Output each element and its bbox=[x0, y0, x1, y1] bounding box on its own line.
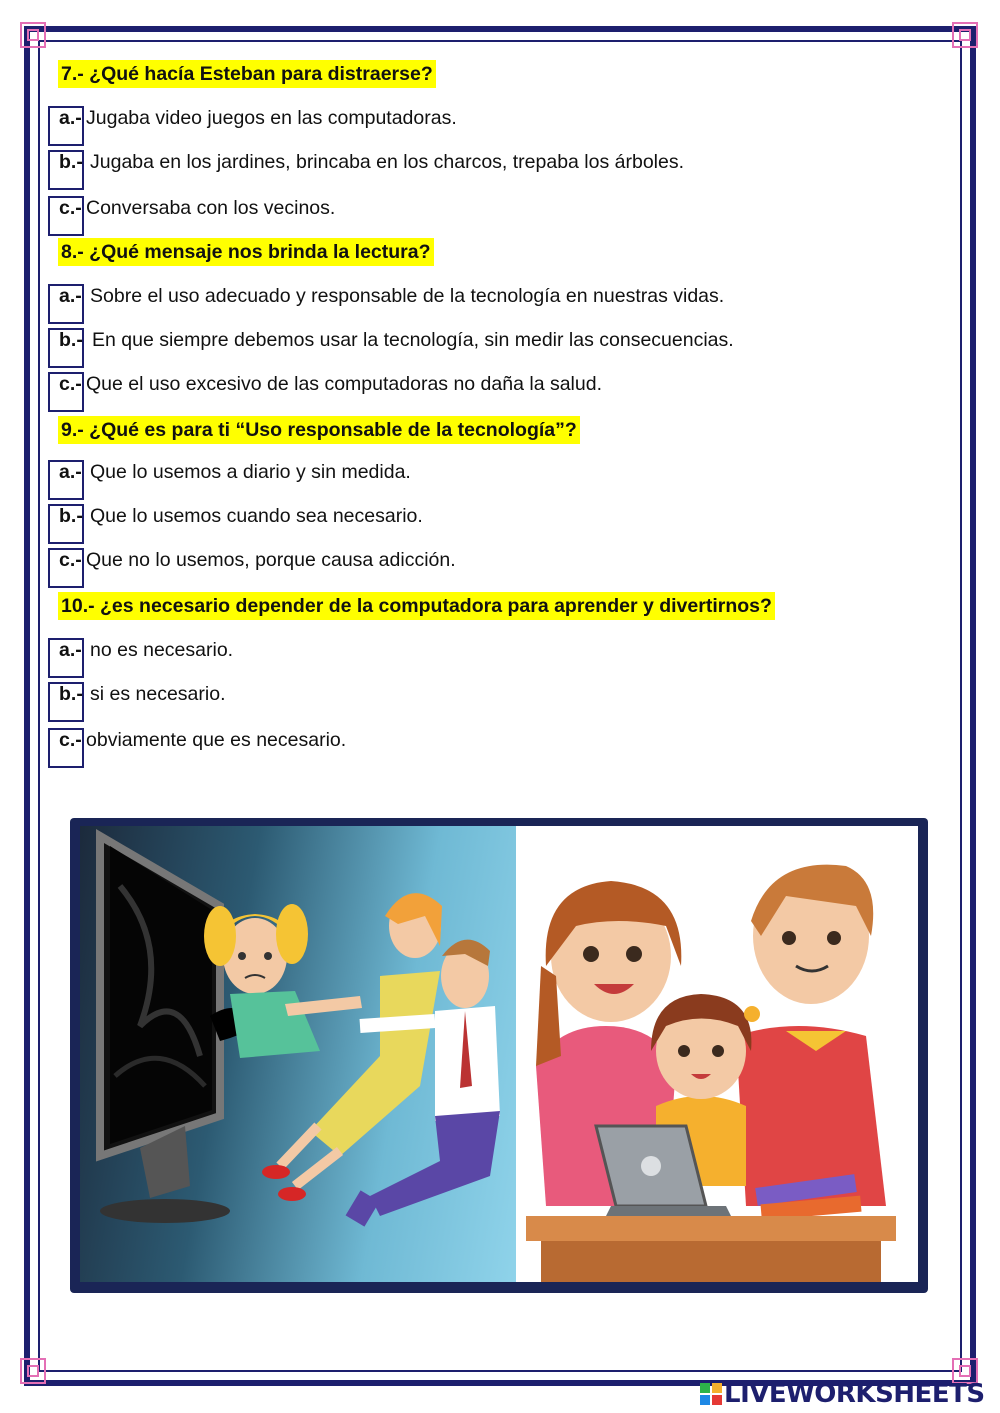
option-letter: a.- bbox=[59, 461, 82, 483]
illustration-family-using-laptop bbox=[516, 826, 918, 1282]
question-7: 7.- ¿Qué hacía Esteban para distraerse? bbox=[58, 60, 436, 88]
corner-ornament-icon bbox=[20, 22, 46, 48]
option-text: Jugaba en los jardines, brincaba en los charcos, trepaba los árboles. bbox=[90, 151, 685, 173]
option-text: obviamente que es necesario. bbox=[86, 729, 347, 751]
option-letter: b.- bbox=[59, 151, 83, 173]
option-letter: c.- bbox=[59, 197, 82, 219]
liveworksheets-logo-icon bbox=[700, 1383, 722, 1405]
question-8: 8.- ¿Qué mensaje nos brinda la lectura? bbox=[58, 238, 434, 266]
liveworksheets-brand[interactable] bbox=[700, 1378, 985, 1410]
option-text: Que lo usemos cuando sea necesario. bbox=[90, 505, 423, 527]
option-text: Que el uso excesivo de las computadoras no daña la salud. bbox=[86, 373, 602, 395]
option-text: Jugaba video juegos en las computadoras. bbox=[86, 107, 457, 129]
question-9: 9.- ¿Qué es para ti “Uso responsable de la tecnología”? bbox=[58, 416, 580, 444]
corner-ornament-icon bbox=[20, 1358, 46, 1384]
option-text: Sobre el uso adecuado y responsable de la tecnología en nuestras vidas. bbox=[90, 285, 725, 307]
option-letter: b.- bbox=[59, 505, 83, 527]
option-text: En que siempre debemos usar la tecnología, sin medir las consecuencias. bbox=[92, 329, 734, 351]
brand-name: LIVEWORKSHEETS bbox=[724, 1379, 985, 1409]
option-letter: a.- bbox=[59, 639, 82, 661]
question-10: 10.- ¿es necesario depender de la computadora para aprender y divertirnos? bbox=[58, 592, 775, 620]
option-letter: c.- bbox=[59, 729, 82, 751]
option-text: Que no lo usemos, porque causa adicción. bbox=[86, 549, 456, 571]
option-letter: c.- bbox=[59, 373, 82, 395]
illustration-frame bbox=[70, 818, 928, 1293]
option-text: Conversaba con los vecinos. bbox=[86, 197, 336, 219]
option-letter: a.- bbox=[59, 107, 82, 129]
corner-ornament-icon bbox=[952, 22, 978, 48]
illustration-family-pulled-from-computer bbox=[80, 826, 516, 1282]
option-text: si es necesario. bbox=[90, 683, 226, 705]
option-text: Que lo usemos a diario y sin medida. bbox=[90, 461, 411, 483]
option-letter: a.- bbox=[59, 285, 82, 307]
option-letter: c.- bbox=[59, 549, 82, 571]
option-text: no es necesario. bbox=[90, 639, 234, 661]
option-letter: b.- bbox=[59, 329, 83, 351]
option-letter: b.- bbox=[59, 683, 83, 705]
